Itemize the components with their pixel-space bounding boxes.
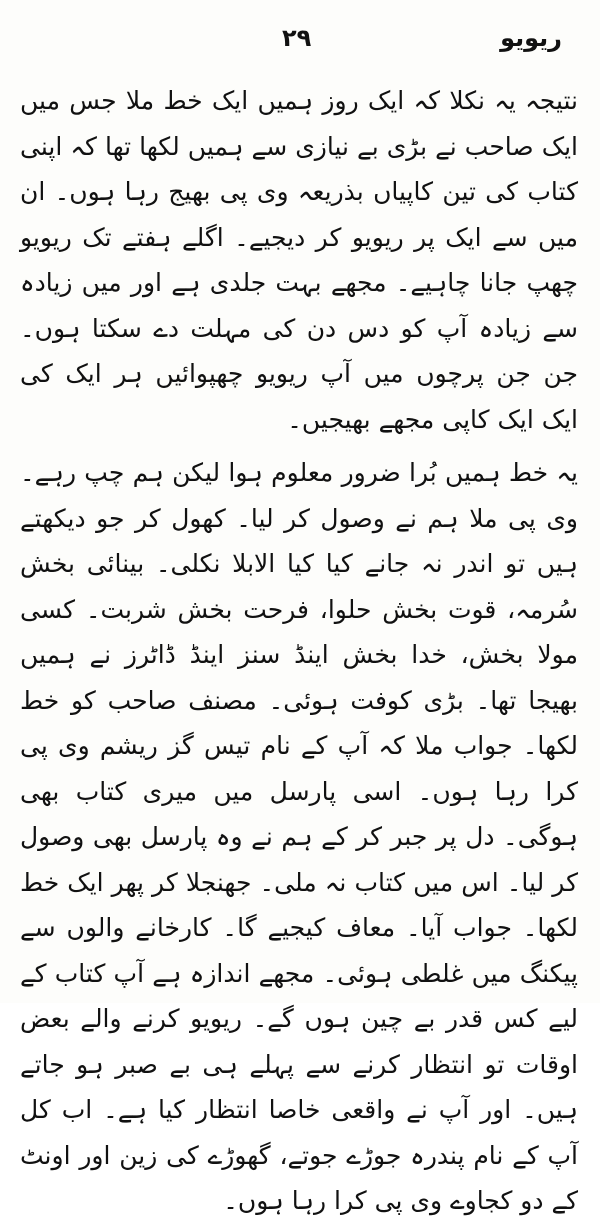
page-number: ۲۹ — [282, 24, 312, 52]
paragraph-1: نتیجہ یہ نکلا کہ ایک روز ہمیں ایک خط ملا جس میں ایک صاحب نے بڑی بے نیازی سے ہمیں لکھا تھا کہ اپنی کتاب کی تین کاپیاں بذریعہ وی پی بھیج رہا ہوں۔ ان میں سے ایک پر ریویو کر دیجیے۔ اگلے ہفتے تک ریویو چھپ جانا چاہیے۔ مجھے بہت جلدی ہے اور میں زیادہ سے زیادہ آپ کو دس دن کی مہلت دے سکتا ہوں۔ جن جن پرچوں میں آپ ریویو چھپوائیں ہر ایک کی ایک ایک کاپی مجھے بھیجیں۔ — [20, 86, 578, 434]
running-head: ریویو — [500, 24, 562, 52]
page-header — [0, 22, 600, 62]
body-text — [20, 78, 578, 1230]
paragraph-2: یہ خط ہمیں بُرا ضرور معلوم ہوا لیکن ہم چپ رہے۔ وی پی ملا ہم نے وصول کر لیا۔ کھول کر جو دیکھتے ہیں تو اندر نہ جانے کیا کیا الابلا نکلی۔ بینائی بخش سُرمہ، قوت بخش حلوا، فرحت بخش شربت۔ کسی مولا بخش، خدا بخش اینڈ سنز اینڈ ڈاٹرز نے ہمیں بھیجا تھا۔ بڑی کوفت ہوئی۔ مصنف صاحب کو خط لکھا۔ جواب ملا کہ آپ کے نام تیس گز ریشم وی پی کرا رہا ہوں۔ اسی پارسل میں میری کتاب بھی ہوگی۔ دل پر جبر کر کے ہم نے وہ پارسل بھی وصول کر لیا۔ اس میں کتاب نہ ملی۔ جھنجلا کر پھر ایک خط لکھا۔ جواب آیا۔ معاف کیجیے گا۔ کارخانے والوں سے پیکنگ میں غلطی ہوئی۔ مجھے اندازہ ہے آپ کتاب کے لیے کس قدر بے چین ہوں گے۔ ریویو کرنے والے بعض اوقات تو انتظار کرنے سے پہلے ہی بے صبر ہو جاتے ہیں۔ اور آپ نے واقعی خاصا انتظار کیا ہے۔ اب کل آپ کے نام پندرہ جوڑے جوتے، گھوڑے کی زین اور اونٹ کے دو کجاوے وی پی کرا رہا ہوں۔ — [20, 458, 578, 1215]
